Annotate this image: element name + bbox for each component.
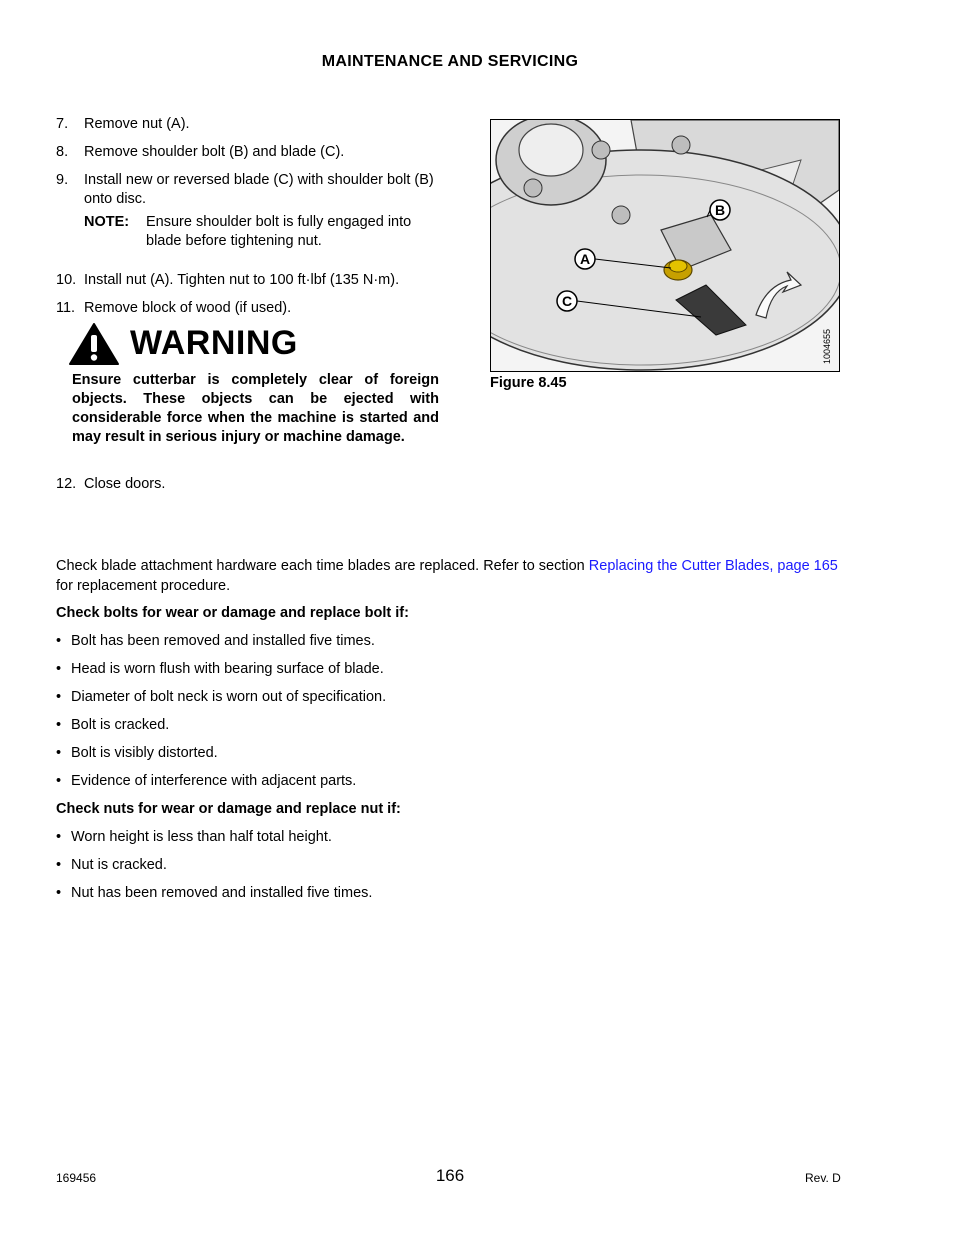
page-number: 166 (435, 1166, 465, 1185)
svg-text:A: A (579, 251, 591, 267)
step-number: 12. (56, 476, 77, 492)
blade-assembly-illustration (491, 120, 839, 371)
figure-blade-assembly (490, 119, 840, 372)
step-text: Remove nut (A). (84, 116, 190, 132)
callout-a (575, 249, 595, 269)
figure-image-id: 1004655 (822, 328, 832, 364)
paragraph-text-before: Check blade attachment hardware each time blades are replaced. Refer to section (56, 558, 589, 574)
replacing-cutter-blades-link[interactable]: Replacing the Cutter Blades, page 165 (588, 558, 838, 574)
step-number: 9. (56, 172, 69, 188)
section-header: MAINTENANCE AND SERVICING (321, 53, 579, 70)
doc-number: 169456 (56, 1171, 97, 1185)
step-text: Close doors. (84, 476, 166, 492)
step-number: 10. (56, 272, 77, 288)
callout-c (557, 291, 577, 311)
paragraph-text-after: for replacement procedure. (56, 577, 231, 594)
note-text: Ensure shoulder bolt is fully engaged into blade before tightening nut. (146, 214, 412, 249)
svg-text:B: B (714, 202, 726, 218)
step-text: Remove shoulder bolt (B) and blade (C). (84, 144, 345, 160)
step-text: Install new or reversed blade (C) with shoulder bolt (B) onto disc. (84, 172, 434, 207)
step-number: 7. (56, 116, 69, 132)
step-number: 8. (56, 144, 69, 160)
warning-word: WARNING (130, 324, 298, 362)
note-label: NOTE: (84, 214, 130, 230)
step-number: 11. (56, 300, 76, 316)
warning-text: Ensure cutterbar is completely clear of foreign objects. These objects can be ejected with considerable force when the machine is started and may result in serious injury or machine damage. (72, 372, 439, 445)
svg-text:C: C (561, 293, 573, 309)
warning-header (68, 322, 298, 366)
figure-caption: Figure 8.45 (490, 375, 567, 391)
warning-triangle-icon (68, 322, 120, 366)
step-text: Install nut (A). Tighten nut to 100 ft·lbf (135 N·m). (84, 272, 400, 288)
intro-paragraph (56, 557, 846, 596)
step-text: Remove block of wood (if used). (84, 300, 292, 316)
revision: Rev. D (805, 1171, 841, 1185)
nuts-heading: Check nuts for wear or damage and replace nut if: (56, 801, 401, 817)
bolts-heading: Check bolts for wear or damage and replace bolt if: (56, 605, 409, 621)
callout-b (710, 200, 730, 220)
